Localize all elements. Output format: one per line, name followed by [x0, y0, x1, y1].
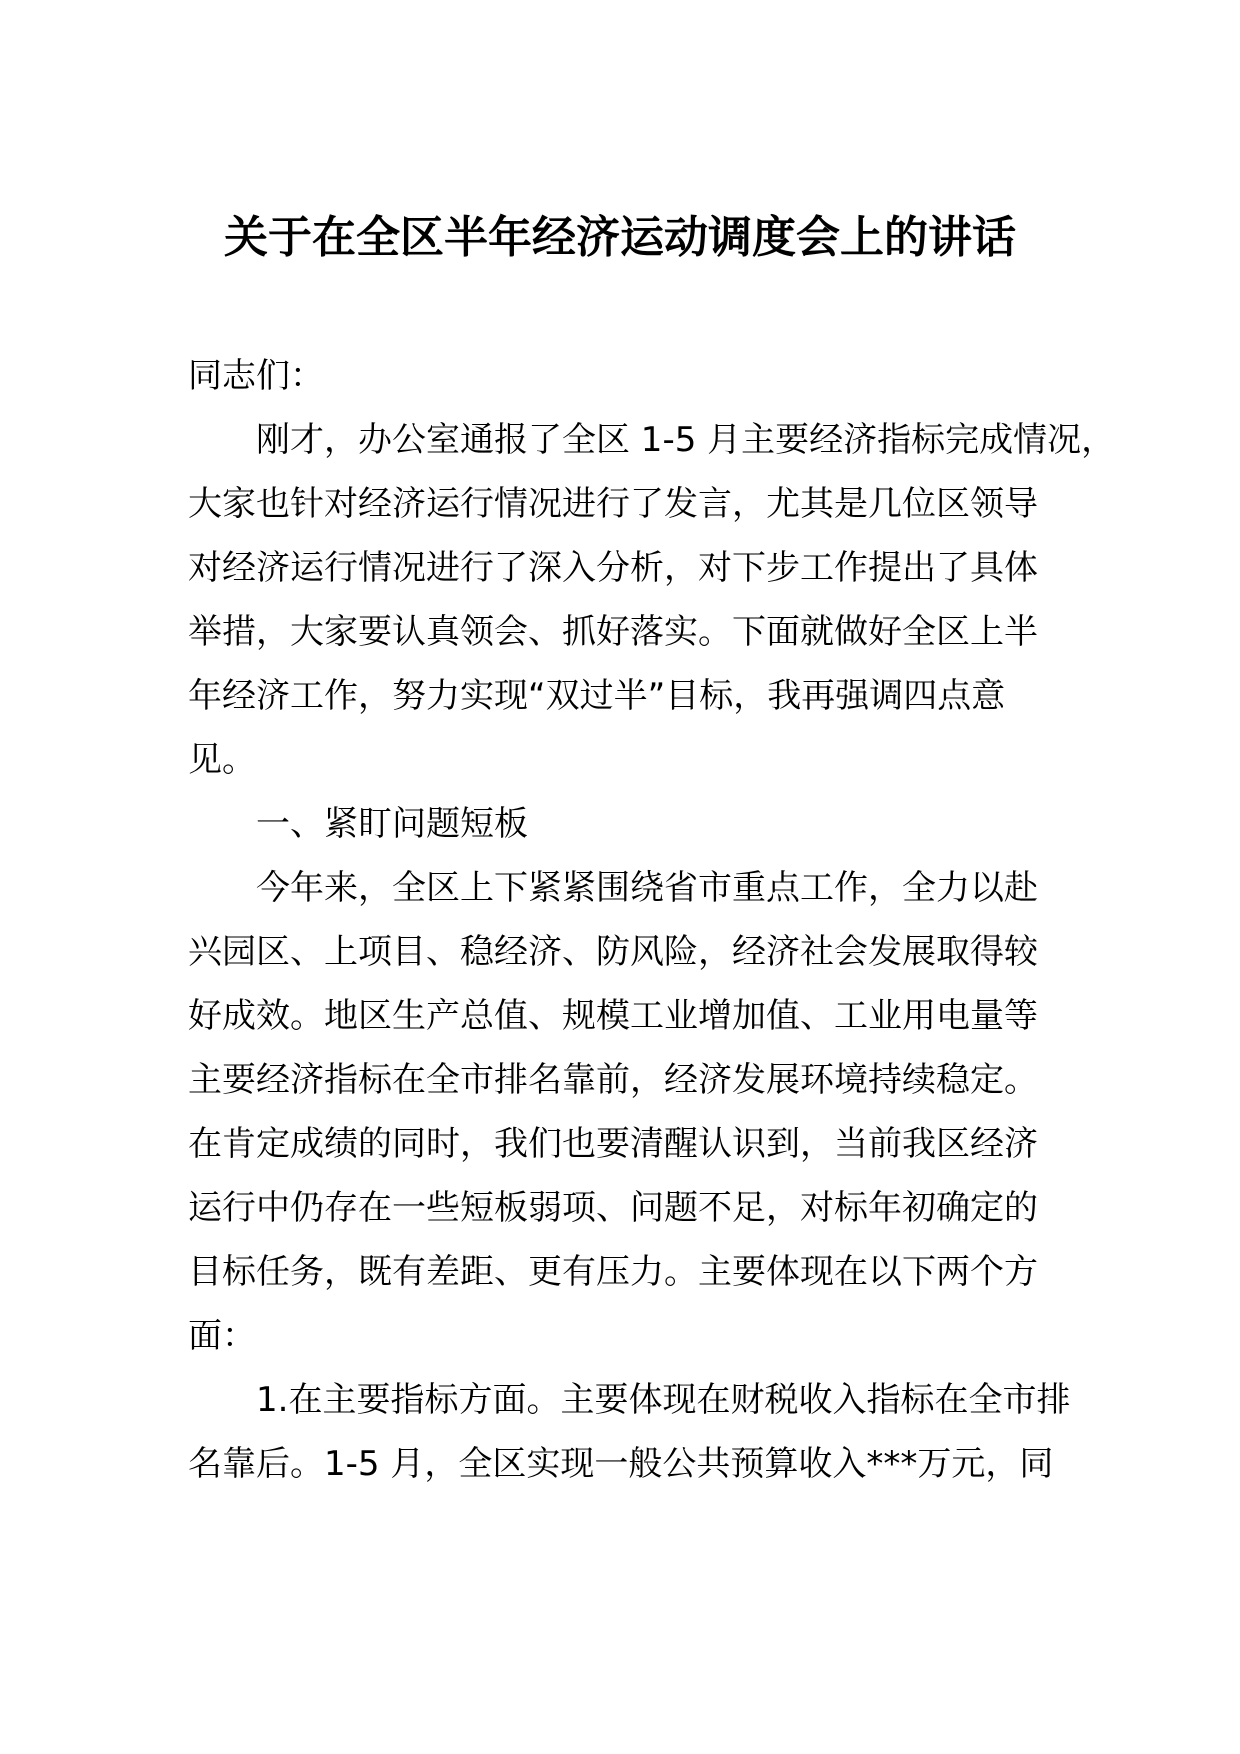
paragraph-line: 名靠后。1-5 月，全区实现一般公共预算收入***万元，同 — [188, 1444, 1054, 1484]
paragraph-line: 举措，大家要认真领会、抓好落实。下面就做好全区上半 — [188, 612, 1038, 652]
paragraph-line: 主要经济指标在全市排名靠前，经济发展环境持续稳定。 — [188, 1060, 1038, 1100]
paragraph-line: 目标任务，既有差距、更有压力。主要体现在以下两个方 — [188, 1252, 1038, 1292]
paragraph-line: 兴园区、上项目、稳经济、防风险，经济社会发展取得较 — [188, 932, 1038, 972]
paragraph-line: 今年来，全区上下紧紧围绕省市重点工作，全力以赴 — [256, 868, 1038, 908]
section-heading: 一、紧盯问题短板 — [256, 804, 528, 844]
paragraph-line: 见。 — [188, 740, 256, 780]
document-body — [188, 344, 1116, 1496]
paragraph-line: 刚才，办公室通报了全区 1-5 月主要经济指标完成情况， — [256, 420, 1116, 460]
salutation: 同志们： — [188, 356, 324, 396]
paragraph-line: 年经济工作，努力实现“双过半”目标，我再强调四点意 — [188, 676, 1006, 716]
paragraph-line: 在肯定成绩的同时，我们也要清醒认识到，当前我区经济 — [188, 1124, 1038, 1164]
paragraph-line: 面： — [188, 1316, 256, 1356]
paragraph-line: 对经济运行情况进行了深入分析，对下步工作提出了具体 — [188, 548, 1038, 588]
paragraph-line: 1.在主要指标方面。主要体现在财税收入指标在全市排 — [256, 1380, 1071, 1420]
document-title: 关于在全区半年经济运动调度会上的讲话 — [224, 212, 1016, 263]
paragraph-line: 好成效。地区生产总值、规模工业增加值、工业用电量等 — [188, 996, 1038, 1036]
paragraph-line: 运行中仍存在一些短板弱项、问题不足，对标年初确定的 — [188, 1188, 1038, 1228]
paragraph-line: 大家也针对经济运行情况进行了发言，尤其是几位区领导 — [188, 484, 1038, 524]
